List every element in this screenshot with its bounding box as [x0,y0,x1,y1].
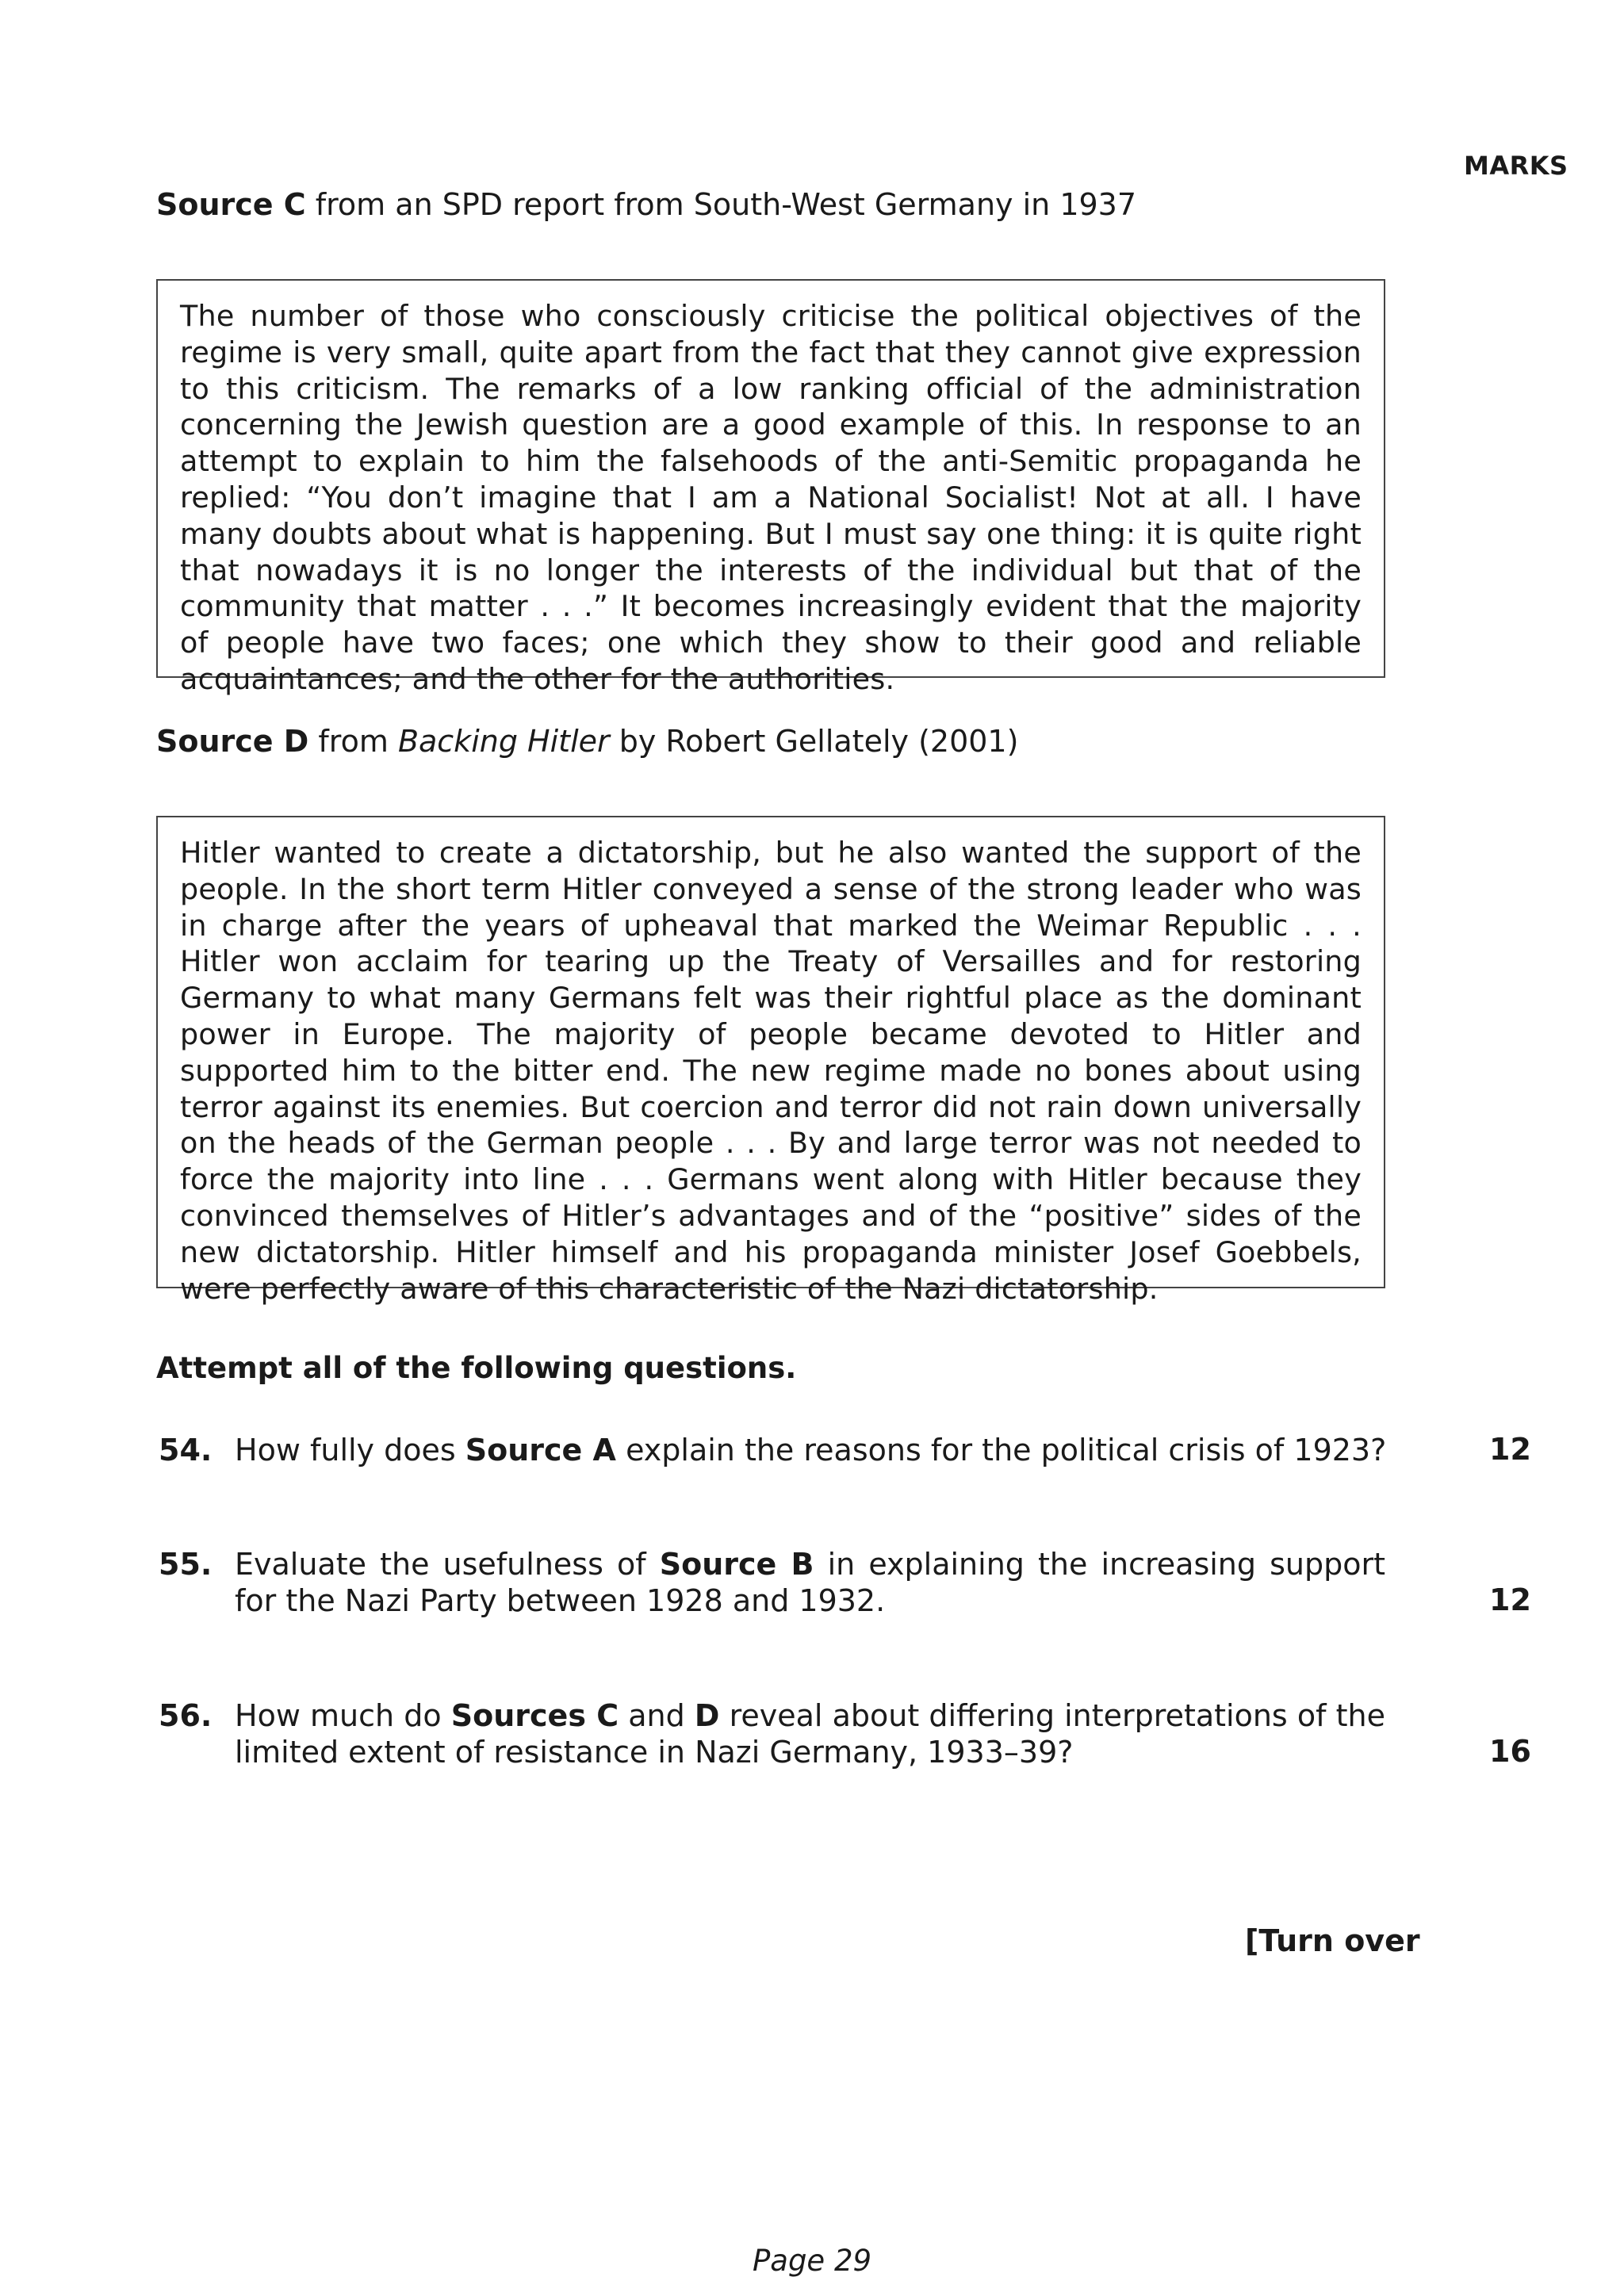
question-56 [156,1697,1393,1770]
source-c-box [156,279,1385,696]
source-c-caption: from an SPD report from South-West Germany in 1937 [305,187,1137,222]
question-text: How much do Sources C and D reveal about differing interpretations of the limited extent of resistance in Nazi Germany, 1933–39? [235,1698,1385,1770]
source-d-book-title: Backing Hitler [397,724,610,759]
source-c-heading [156,187,1136,222]
question-54-marks: 12 [1489,1432,1531,1467]
source-d-box [156,816,1385,1306]
instruction: Attempt all of the following questions. [156,1351,797,1385]
source-d-caption-post: by Robert Gellately (2001) [609,724,1019,759]
turn-over-label: [Turn over [1245,1923,1420,1958]
source-d-text: Hitler wanted to create a dictatorship, but he also wanted the support of the people. In the short term Hitler conveyed a sense of the strong leader who was in charge after the years of upheaval that marked the Weimar Republic . . . Hitler won acclaim for tearing up the Treaty of Versailles and for restoring Germany to what many Germans felt was their rightful place as the dominant power in Europe. The majority of people became devoted to Hitler and supported him to the bitter end. The new regime made no bones about using terror against its enemies. But coercion and terror did not rain down universally on the heads of the German people . . . By and large terror was not needed to force the majority into line . . . Germans went along with Hitler because they convinced themselves of Hitler’s advantages and of the “positive” sides of the new dictatorship. Hitler himself and his propaganda minister Josef Goebbels, were perfectly aware of this characteristic of the Nazi dictatorship. [180,836,1362,1306]
question-number: 55. [159,1547,213,1582]
question-55 [156,1546,1393,1619]
source-c-label: Source C [156,187,306,222]
page-number: Page 29 [752,2244,872,2278]
source-c-text: The number of those who consciously criticise the political objectives of the regime is very small, quite apart from the fact that they cannot give expression to this criticism. The remarks of a low ranking official of the administration concerning the Jewish question are a good example of this. In response to an attempt to explain to him the falsehoods of the anti-Semitic propaganda he replied: “You don’t imagine that I am a National Socialist! Not at all. I have many doubts about what is happening. But I must say one thing: it is quite right that nowadays it is no longer the interests of the individual but that of the community that matter . . .” It becomes increasingly evident that the majority of people have two faces; one which they show to their good and reliable acquaintances; and the other for the authorities. [180,299,1362,696]
source-d-caption-pre: from [308,724,398,759]
marks-column-header: MARKS [1464,151,1568,181]
question-55-marks: 12 [1489,1582,1531,1617]
question-56-marks: 16 [1489,1734,1531,1769]
source-d-heading [156,724,1018,759]
question-number: 56. [159,1698,213,1733]
question-number: 54. [159,1433,213,1468]
question-54 [156,1432,1393,1468]
question-text: Evaluate the usefulness of Source B in explaining the increasing support for the Nazi Party between 1928 and 1932. [235,1547,1385,1618]
source-d-label: Source D [156,724,309,759]
question-text: How fully does Source A explain the reasons for the political crisis of 1923? [235,1433,1387,1468]
